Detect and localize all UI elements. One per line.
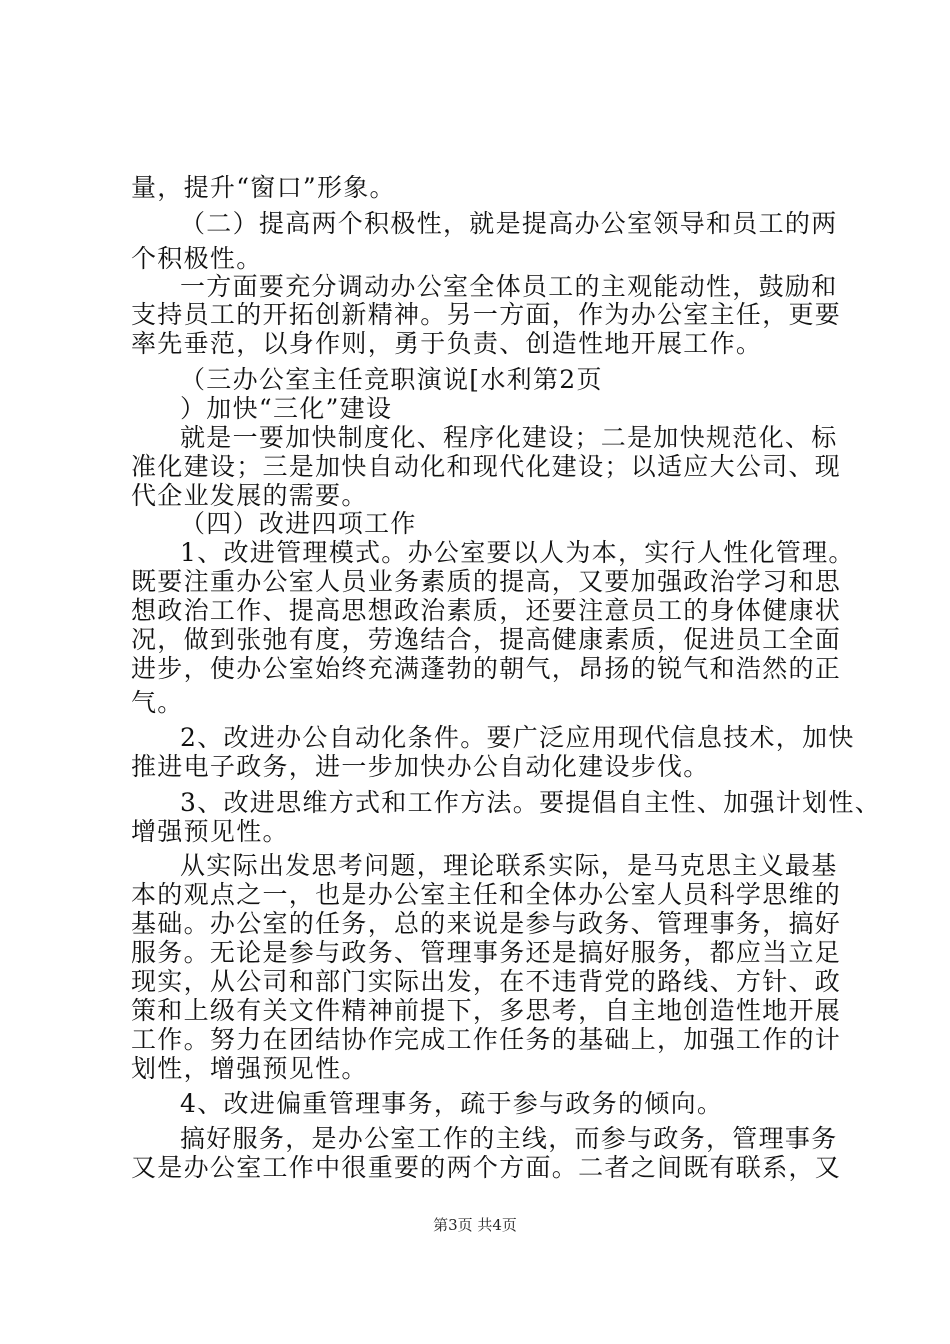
text-line-23: 从实际出发思考问题，理论联系实际，是马克思主义最基 — [180, 851, 838, 880]
text-line-33: 又是办公室工作中很重要的两个方面。二者之间既有联系，又 — [131, 1153, 842, 1182]
text-line-29: 工作。努力在团结协作完成工作任务的基础上，加强工作的计 — [131, 1025, 842, 1054]
text-line-14: 既要注重办公室人员业务素质的提高，又要加强政治学习和思 — [131, 567, 842, 596]
text-line-7: （三办公室主任竞职演说[水利第2页 — [180, 365, 603, 394]
text-line-3: 个积极性。 — [131, 244, 263, 273]
text-line-13: 1、改进管理模式。办公室要以人为本，实行人性化管理。 — [180, 538, 855, 567]
text-line-20: 推进电子政务，进一步加快办公自动化建设步伐。 — [131, 752, 710, 781]
text-line-22: 增强预见性。 — [131, 817, 289, 846]
text-line-21: 3、改进思维方式和工作方法。要提倡自主性、加强计划性、 — [180, 788, 882, 817]
text-line-25: 基础。办公室的任务，总的来说是参与政务、管理事务，搞好 — [131, 909, 842, 938]
page-footer: 第3页 共4页 — [433, 1216, 517, 1234]
text-line-4: 一方面要充分调动办公室全体员工的主观能动性，鼓励和 — [180, 272, 838, 301]
text-line-11: 代企业发展的需要。 — [131, 481, 368, 510]
text-line-10: 准化建设；三是加快自动化和现代化建设；以适应大公司、现 — [131, 452, 842, 481]
text-line-17: 进步，使办公室始终充满蓬勃的朝气，昂扬的锐气和浩然的正 — [131, 654, 842, 683]
text-line-8: ）加快“三化”建设 — [180, 394, 393, 423]
text-line-24: 本的观点之一，也是办公室主任和全体办公室人员科学思维的 — [131, 880, 842, 909]
text-line-2: （二）提高两个积极性，就是提高办公室领导和员工的两 — [180, 209, 838, 238]
text-line-16: 况，做到张弛有度，劳逸结合，提高健康素质，促进员工全面 — [131, 625, 842, 654]
text-line-9: 就是一要加快制度化、程序化建设；二是加快规范化、标 — [180, 423, 838, 452]
text-line-31: 4、改进偏重管理事务，疏于参与政务的倾向。 — [180, 1089, 724, 1118]
text-line-26: 服务。无论是参与政务、管理事务还是搞好服务，都应当立足 — [131, 938, 842, 967]
text-line-28: 策和上级有关文件精神前提下，多思考，自主地创造性地开展 — [131, 996, 842, 1025]
text-line-1: 量，提升“窗口”形象。 — [131, 173, 396, 202]
text-line-27: 现实，从公司和部门实际出发，在不违背党的路线、方针、政 — [131, 967, 842, 996]
text-line-15: 想政治工作、提高思想政治素质，还要注意员工的身体健康状 — [131, 596, 842, 625]
text-line-6: 率先垂范，以身作则，勇于负责、创造性地开展工作。 — [131, 329, 763, 358]
text-line-12: （四）改进四项工作 — [180, 509, 417, 538]
text-line-18: 气。 — [131, 688, 184, 717]
text-line-5: 支持员工的开拓创新精神。另一方面，作为办公室主任，更要 — [131, 300, 842, 329]
text-line-19: 2、改进办公自动化条件。要广泛应用现代信息技术，加快 — [180, 723, 855, 752]
text-line-32: 搞好服务，是办公室工作的主线，而参与政务，管理事务 — [180, 1124, 838, 1153]
text-line-30: 划性，增强预见性。 — [131, 1054, 368, 1083]
